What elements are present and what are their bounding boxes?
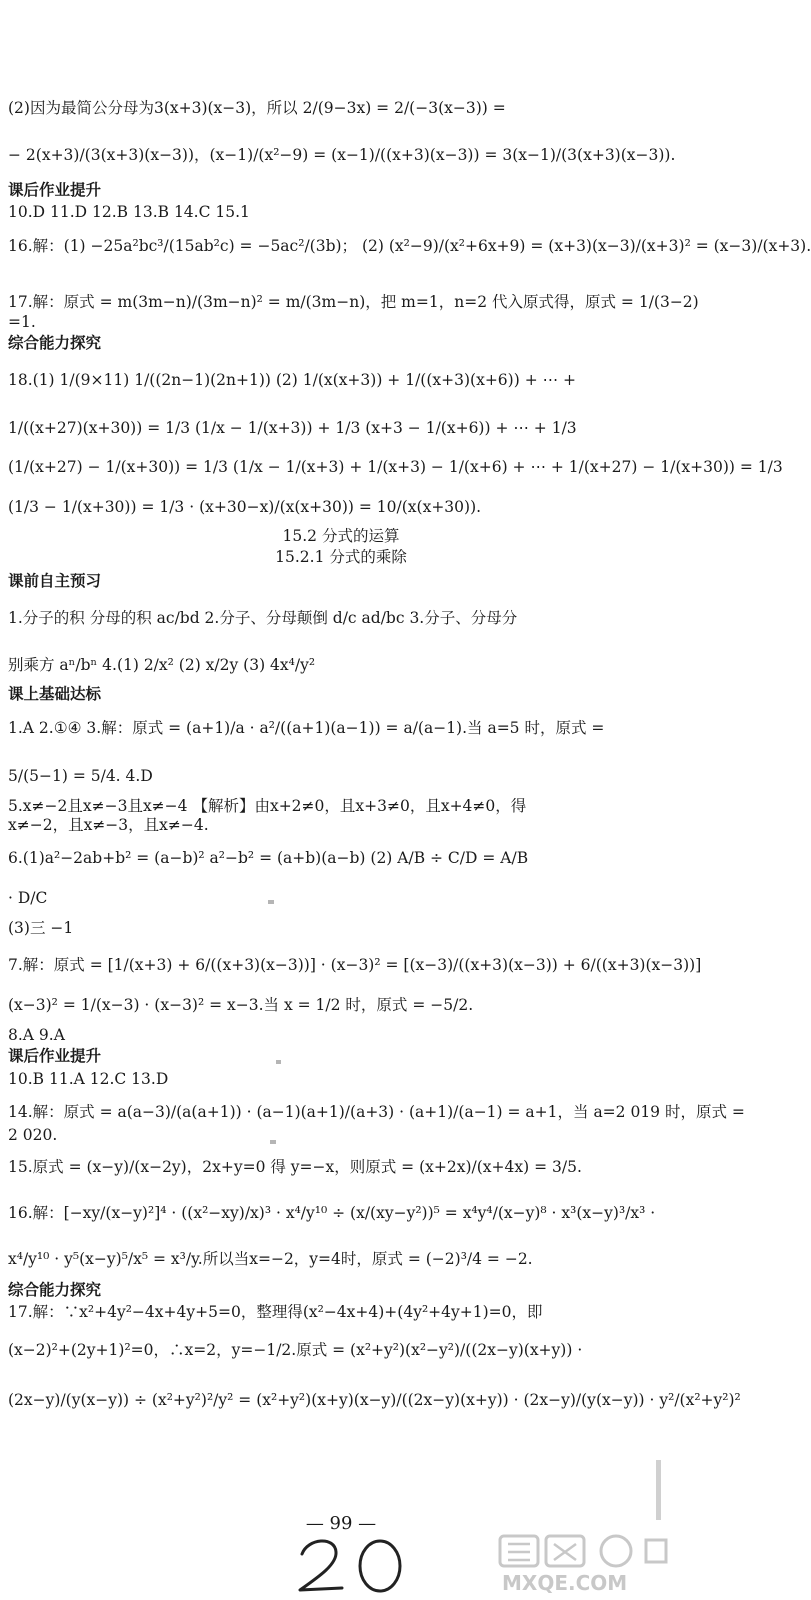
answer-line: · D/C [8, 889, 48, 907]
answer-line: 17.解：∵x²+4y²−4x+4y+5=0，整理得(x²−4x+4)+(4y²+4y+1)=0，即 [8, 1303, 543, 1321]
subsection-title: 15.2.1 分式的乘除 [275, 548, 407, 566]
answer-line: =1. [8, 313, 36, 331]
answer-line: 5/(5−1) = 5/4. 4.D [8, 767, 153, 785]
answer-line: 1.分子的积 分母的积 ac/bd 2.分子、分母颠倒 d/c ad/bc 3.分子、分母分 [8, 609, 518, 627]
handwritten-mark [280, 1530, 420, 1600]
answer-line: 别乘方 aⁿ/bⁿ 4.(1) 2/x² (2) x/2y (3) 4x⁴/y² [8, 656, 316, 674]
answer-line: (2x−y)/(y(x−y)) ÷ (x²+y²)²/y² = (x²+y²)(x+y)(x−y)/((2x−y)(x+y)) · (2x−y)/(y(x−y)) · y²/(x²+y²)² [8, 1391, 741, 1409]
scan-speck [276, 1060, 281, 1064]
answer-line: 1/((x+27)(x+30)) = 1/3 (1/x − 1/(x+3)) + 1/3 (x+3 − 1/(x+6)) + ⋯ + 1/3 [8, 419, 577, 437]
answer-line: (1/3 − 1/(x+30)) = 1/3 · (x+30−x)/(x(x+30)) = 10/(x(x+30)). [8, 498, 482, 516]
svg-text:MXQE.COM: MXQE.COM [502, 1571, 628, 1595]
answer-line: 1.A 2.①④ 3.解：原式 = (a+1)/a · a²/((a+1)(a−1)) = a/(a−1).当 a=5 时，原式 = [8, 719, 605, 737]
answer-line: (x−2)²+(2y+1)²=0，∴x=2，y=−1/2.原式 = (x²+y²)(x²−y²)/((2x−y)(x+y)) · [8, 1341, 583, 1359]
answer-line: (x−3)² = 1/(x−3) · (x−3)² = x−3.当 x = 1/2 时，原式 = −5/2. [8, 996, 474, 1014]
scan-speck [270, 1140, 276, 1144]
answer-line: − 2(x+3)/(3(x+3)(x−3))，(x−1)/(x²−9) = (x−1)/((x+3)(x−3)) = 3(x−1)/(3(x+3)(x−3)). [8, 146, 676, 164]
answer-line: 10.B 11.A 12.C 13.D [8, 1070, 169, 1088]
section-heading: 课上基础达标 [8, 685, 102, 703]
answer-line: 10.D 11.D 12.B 13.B 14.C 15.1 [8, 203, 250, 221]
answer-line: (2)因为最简公分母为3(x+3)(x−3)，所以 2/(9−3x) = 2/(−3(x−3)) = [8, 99, 506, 117]
answer-line: 6.(1)a²−2ab+b² = (a−b)² a²−b² = (a+b)(a−b) (2) A/B ÷ C/D = A/B [8, 849, 529, 867]
answer-line: 18.(1) 1/(9×11) 1/((2n−1)(2n+1)) (2) 1/(x(x+3)) + 1/((x+3)(x+6)) + ⋯ + [8, 371, 577, 389]
answer-line: 5.x≠−2且x≠−3且x≠−4 【解析】由x+2≠0，且x+3≠0，且x+4≠0，得 [8, 797, 527, 815]
section-heading: 课后作业提升 [8, 181, 102, 199]
answer-line: (3)三 −1 [8, 919, 74, 937]
answer-line: 16.解：[−xy/(x−y)²]⁴ · ((x²−xy)/x)³ · x⁴/y¹⁰ ÷ (x/(xy−y²))⁵ = x⁴y⁴/(x−y)⁸ · x³(x−y)³/x³ · [8, 1204, 656, 1222]
answer-line: 7.解：原式 = [1/(x+3) + 6/((x+3)(x−3))] · (x−3)² = [(x−3)/((x+3)(x−3)) + 6/((x+3)(x−3))] [8, 956, 702, 974]
scan-speck [656, 1460, 661, 1520]
answer-line: x≠−2，且x≠−3，且x≠−4. [8, 816, 209, 834]
section-heading: 课前自主预习 [8, 572, 102, 590]
answer-line: x⁴/y¹⁰ · y⁵(x−y)⁵/x⁵ = x³/y.所以当x=−2，y=4时，原式 = (−2)³/4 = −2. [8, 1250, 533, 1268]
section-heading: 综合能力探究 [8, 1281, 102, 1299]
answer-line: 17.解：原式 = m(3m−n)/(3m−n)² = m/(3m−n)，把 m=1，n=2 代入原式得，原式 = 1/(3−2) [8, 293, 699, 311]
page-number: — 99 — [305, 1513, 377, 1534]
answer-line: (1/(x+27) − 1/(x+30)) = 1/3 (1/x − 1/(x+3) + 1/(x+3) − 1/(x+6) + ⋯ + 1/(x+27) − 1/(x+30)) = 1/3 [8, 458, 783, 476]
answer-line: 14.解：原式 = a(a−3)/(a(a+1)) · (a−1)(a+1)/(a+3) · (a+1)/(a−1) = a+1，当 a=2 019 时，原式 = [8, 1103, 745, 1121]
scan-speck [268, 900, 274, 904]
watermark-logo [496, 1534, 676, 1596]
section-heading: 课后作业提升 [8, 1047, 102, 1065]
answer-line: 2 020. [8, 1126, 58, 1144]
section-heading: 综合能力探究 [8, 334, 102, 352]
answer-line: 8.A 9.A [8, 1026, 65, 1044]
answer-line: 15.原式 = (x−y)/(x−2y)，2x+y=0 得 y=−x，则原式 = (x+2x)/(x+4x) = 3/5. [8, 1158, 582, 1176]
section-title: 15.2 分式的运算 [282, 527, 400, 545]
answer-line: 16.解：(1) −25a²bc³/(15ab²c) = −5ac²/(3b)； (2) (x²−9)/(x²+6x+9) = (x+3)(x−3)/(x+3)² = (x−3)/(x+3). [8, 237, 811, 255]
